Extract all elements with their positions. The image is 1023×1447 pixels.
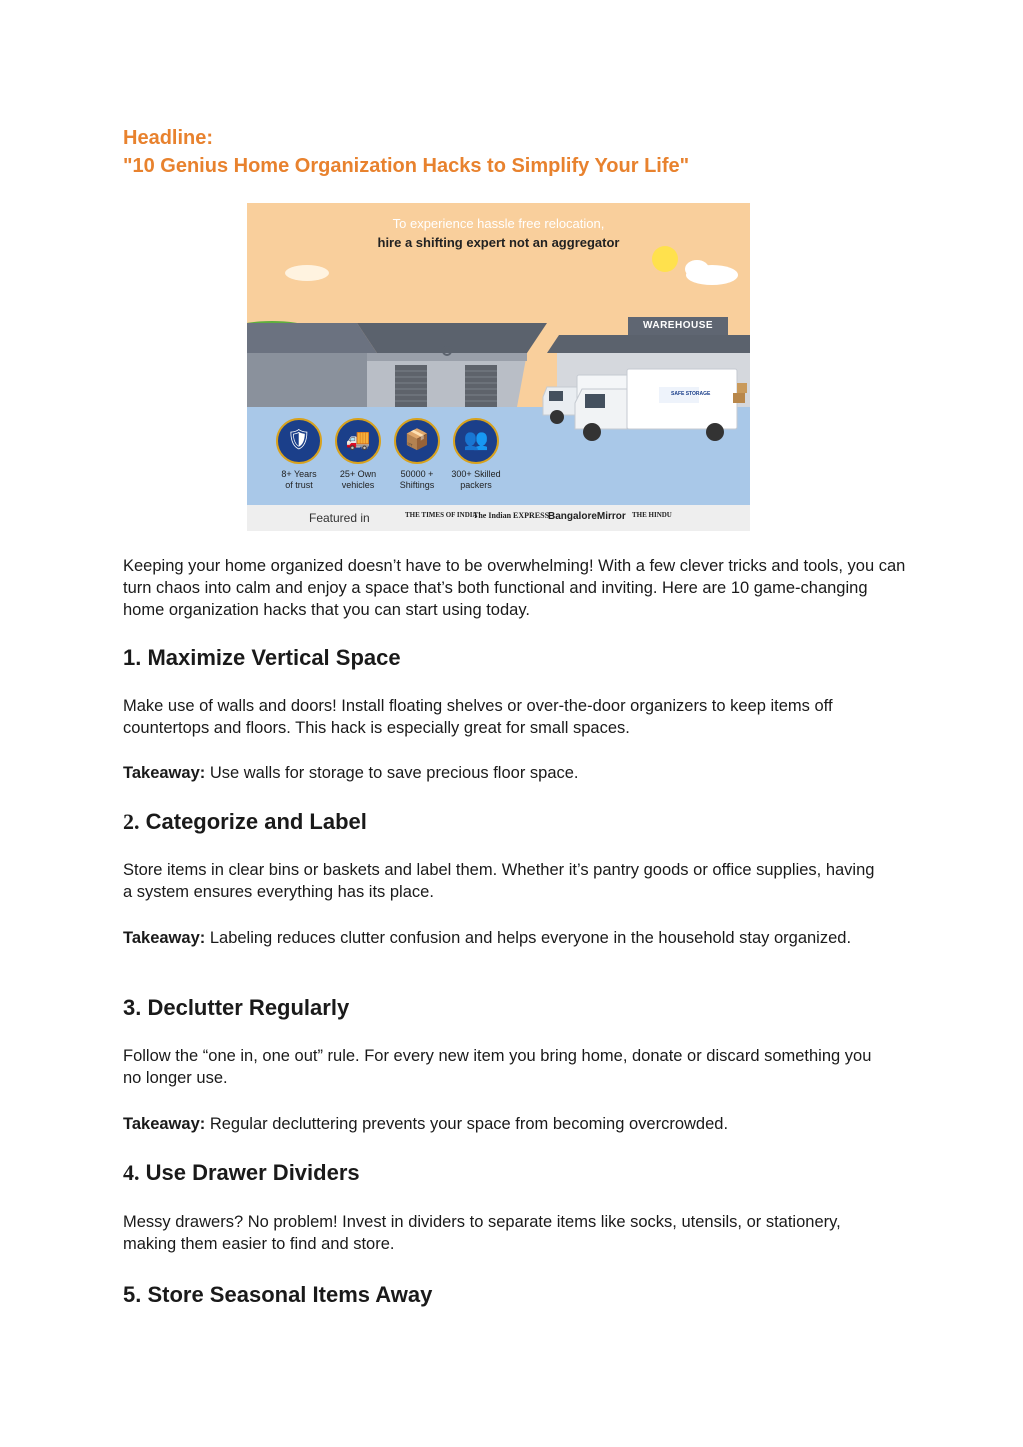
headline-label: Headline:: [123, 127, 214, 149]
badge-line1: 8+ Years: [281, 469, 317, 479]
intro-paragraph: Keeping your home organized doesn’t have to be overwhelming! With a few clever tricks and tools, you can turn chaos into calm and enjoy a space that’s both functional and inviting. Here are 10 game-changing home organization hacks that you can start using today.: [123, 557, 906, 619]
featured-label: Featured in: [309, 511, 370, 525]
badge-shiftings: [387, 418, 447, 491]
section-2-number: 2.: [123, 809, 140, 834]
takeaway-label: Takeaway:: [123, 1115, 206, 1133]
section-2-takeaway: [123, 927, 883, 949]
headline-title: "10 Genius Home Organization Hacks to Simplify Your Life": [123, 155, 690, 177]
promo-banner-image: [247, 203, 750, 531]
section-5-heading: 5. Store Seasonal Items Away: [123, 1282, 433, 1307]
warehouse-sign: WAREHOUSE: [628, 317, 728, 335]
section-1-heading: 1. Maximize Vertical Space: [123, 645, 401, 670]
section-2-heading: [123, 809, 367, 835]
banner-tagline: To experience hassle free relocation,: [392, 216, 605, 231]
section-1-takeaway: [123, 762, 903, 784]
badge-line2: of trust: [285, 480, 313, 490]
section-3-heading: 3. Declutter Regularly: [123, 995, 350, 1020]
badge-years-of-trust: [269, 418, 329, 491]
takeaway-text: Use walls for storage to save precious floor space.: [209, 764, 579, 782]
badge-line1: 50000 +: [400, 469, 434, 479]
badge-line1: 300+ Skilled: [451, 469, 501, 479]
takeaway-text: Regular decluttering prevents your space from becoming overcrowded.: [209, 1115, 729, 1133]
section-4-title: Use Drawer Dividers: [145, 1160, 360, 1185]
badge-skilled-packers: [446, 418, 506, 491]
section-4-heading: [123, 1160, 360, 1186]
banner-headline: hire a shifting expert not an aggregator: [377, 235, 620, 250]
section-4-number: 4.: [123, 1160, 140, 1185]
featured-in-strip: [247, 505, 750, 531]
truck-icon: 🚚: [345, 429, 371, 451]
boxes-icon: 📦: [404, 429, 430, 451]
takeaway-text: Labeling reduces clutter confusion and helps everyone in the household stay organized.: [209, 929, 852, 947]
the-hindu-logo: THE HINDU: [632, 511, 672, 519]
section-4-body: Messy drawers? No problem! Invest in dividers to separate items like socks, utensils, or stationery, making them easier to find and store.: [123, 1213, 841, 1253]
section-3-takeaway: [123, 1113, 903, 1135]
badge-line1: 25+ Own: [339, 469, 377, 479]
section-2-title: Categorize and Label: [145, 809, 367, 834]
takeaway-label: Takeaway:: [123, 929, 206, 947]
people-icon: 👥: [463, 429, 489, 451]
section-3-body: Follow the “one in, one out” rule. For every new item you bring home, donate or discard something you no longer use.: [123, 1047, 872, 1087]
takeaway-label: Takeaway:: [123, 764, 206, 782]
badge-line2: vehicles: [341, 480, 375, 490]
bangalore-mirror-logo: BangaloreMirror: [548, 511, 626, 522]
section-1-body: Make use of walls and doors! Install floating shelves or over-the-door organizers to keep items off countertops and floors. This hack is especially great for small spaces.: [123, 697, 833, 737]
badge-own-vehicles: [328, 418, 388, 491]
badge-line2: Shiftings: [399, 480, 435, 490]
truck-brand-logo: SAFE STORAGE: [671, 391, 711, 397]
times-of-india-logo: THE TIMES OF INDIA: [405, 511, 478, 519]
shield-hands-icon: 🛡: [286, 429, 312, 451]
section-2-body: Store items in clear bins or baskets and label them. Whether it’s pantry goods or office supplies, having a system ensures everything has its place.: [123, 861, 875, 901]
badge-line2: packers: [460, 480, 492, 490]
indian-express-logo: The Indian EXPRESS: [473, 511, 550, 520]
headline: [123, 124, 689, 180]
